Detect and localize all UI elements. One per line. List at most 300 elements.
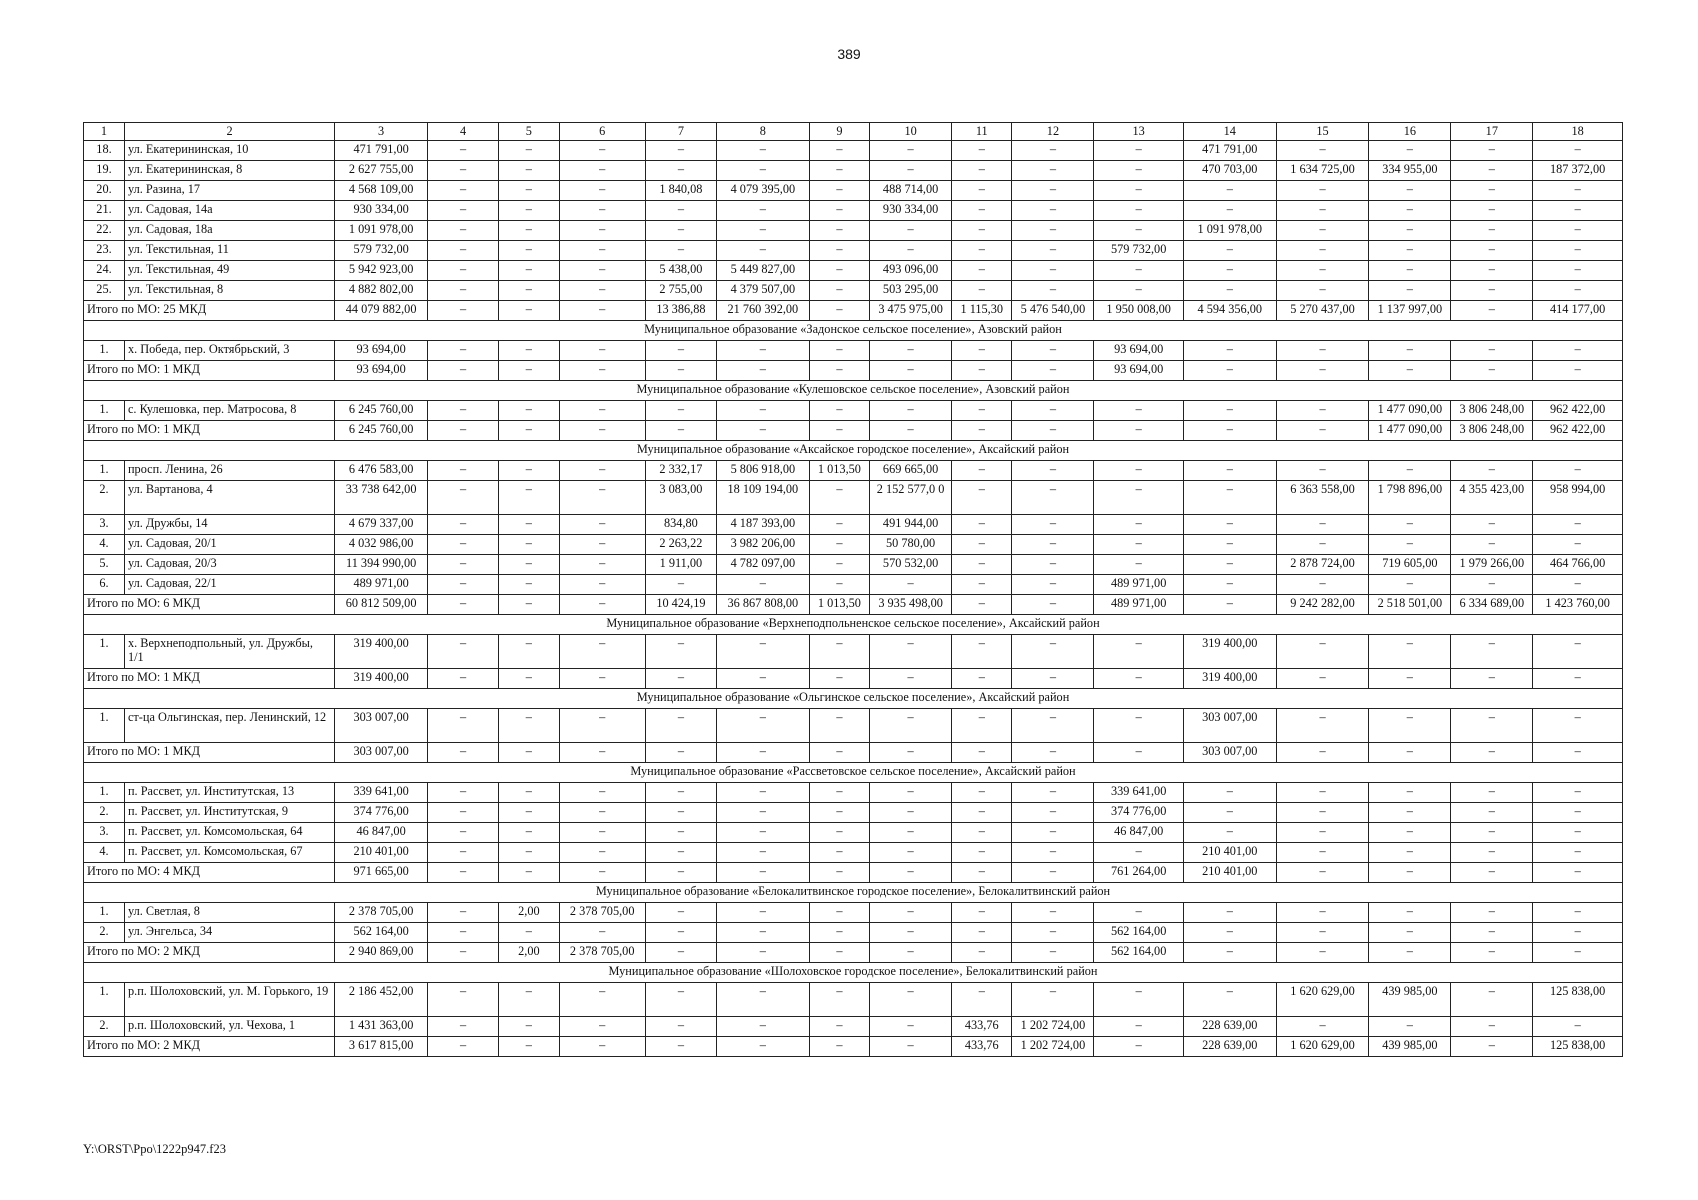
address-cell: ул. Екатерининская, 10 [124,141,334,161]
table-cell: – [870,923,952,943]
address-cell: п. Рассвет, ул. Институтская, 9 [124,803,334,823]
table-cell: – [1094,669,1184,689]
table-row [84,181,1623,201]
table-cell: – [1451,161,1533,181]
table-cell: – [1012,221,1094,241]
table-cell: – [717,421,810,441]
table-cell: – [952,481,1012,515]
table-cell: 1 115,30 [952,301,1012,321]
table-cell: – [645,201,716,221]
table-cell: – [1451,669,1533,689]
table-cell: – [1094,461,1184,481]
table-cell: 2 152 577,0 0 [870,481,952,515]
table-cell: 2 940 869,00 [335,943,428,963]
table-cell: 13 386,88 [645,301,716,321]
table-cell: – [1533,361,1623,381]
table-cell: – [1183,803,1276,823]
table-cell: – [1094,161,1184,181]
table-cell: 2 378 705,00 [559,943,645,963]
table-cell: – [1276,669,1369,689]
header-row [84,123,1623,141]
table-cell: – [559,241,645,261]
table-cell: – [1094,281,1184,301]
total-label: Итого по МО: 2 МКД [84,943,335,963]
table-cell: – [1094,535,1184,555]
row-number: 2. [84,481,125,515]
table-cell: 44 079 882,00 [335,301,428,321]
table-cell: – [499,281,559,301]
table-cell: – [645,783,716,803]
table-cell: 93 694,00 [335,341,428,361]
table-cell: – [1094,201,1184,221]
table-row [84,261,1623,281]
column-header: 6 [559,123,645,141]
table-cell: – [1276,943,1369,963]
table-cell: – [559,1017,645,1037]
table-cell: – [1183,241,1276,261]
table-cell: – [1533,201,1623,221]
table-cell: 761 264,00 [1094,863,1184,883]
table-cell: 10 424,19 [645,595,716,615]
table-cell: – [645,401,716,421]
table-cell: 303 007,00 [335,743,428,763]
table-cell: 319 400,00 [1183,635,1276,669]
table-cell: – [499,863,559,883]
total-label: Итого по МО: 1 МКД [84,743,335,763]
table-cell: – [1094,261,1184,281]
table-cell: – [809,161,869,181]
table-cell: – [1533,783,1623,803]
table-row [84,983,1623,1017]
table-row [84,709,1623,743]
table-cell: 6 363 558,00 [1276,481,1369,515]
section-row [84,321,1623,341]
section-row [84,441,1623,461]
column-header: 4 [428,123,499,141]
table-cell: – [1276,201,1369,221]
row-number: 2. [84,1017,125,1037]
table-cell: – [809,481,869,515]
table-cell: – [499,783,559,803]
total-row [84,595,1623,615]
table-cell: – [1451,575,1533,595]
address-cell: р.п. Шолоховский, ул. Чехова, 1 [124,1017,334,1037]
table-cell: – [428,669,499,689]
section-title: Муниципальное образование «Рассветовское сельское поселение», Аксайский район [84,763,1623,783]
address-cell: просп. Ленина, 26 [124,461,334,481]
total-row [84,301,1623,321]
table-cell: – [717,241,810,261]
section-row [84,615,1623,635]
address-cell: п. Рассвет, ул. Институтская, 13 [124,783,334,803]
table-cell: 579 732,00 [1094,241,1184,261]
table-cell: – [1451,1017,1533,1037]
row-number: 25. [84,281,125,301]
table-cell: – [1451,903,1533,923]
table-cell: – [1094,843,1184,863]
table-cell: – [499,843,559,863]
table-cell: – [559,535,645,555]
table-cell: 433,76 [952,1037,1012,1057]
table-cell: 4 187 393,00 [717,515,810,535]
table-cell: – [952,221,1012,241]
table-cell: – [559,461,645,481]
table-cell: 1 620 629,00 [1276,983,1369,1017]
table-cell: – [499,241,559,261]
table-cell: – [428,709,499,743]
table-cell: – [559,141,645,161]
table-cell: – [1533,461,1623,481]
table-cell: – [559,863,645,883]
table-cell: – [1094,983,1184,1017]
row-number: 1. [84,401,125,421]
table-row [84,201,1623,221]
table-cell: – [499,709,559,743]
table-cell: – [1094,515,1184,535]
table-cell: 33 738 642,00 [335,481,428,515]
table-cell: – [559,341,645,361]
row-number: 1. [84,783,125,803]
table-cell: – [1369,783,1451,803]
table-cell: 470 703,00 [1183,161,1276,181]
table-cell: – [870,221,952,241]
table-cell: – [1369,535,1451,555]
table-cell: – [499,141,559,161]
table-cell: – [1533,181,1623,201]
table-cell: 3 475 975,00 [870,301,952,321]
table-cell: – [559,161,645,181]
table-row [84,843,1623,863]
table-cell: 334 955,00 [1369,161,1451,181]
table-cell: – [428,361,499,381]
table-cell: 962 422,00 [1533,401,1623,421]
table-cell: – [1094,401,1184,421]
table-cell: – [952,555,1012,575]
table-cell: – [1533,141,1623,161]
table-cell: – [428,461,499,481]
table-cell: – [499,575,559,595]
table-cell: – [870,863,952,883]
table-cell: – [559,261,645,281]
table-cell: – [559,181,645,201]
table-cell: – [428,221,499,241]
table-cell: – [1183,575,1276,595]
table-cell: – [1533,923,1623,943]
table-cell: – [1451,783,1533,803]
table-cell: – [1012,863,1094,883]
table-cell: – [717,943,810,963]
table-cell: – [1183,261,1276,281]
table-cell: – [809,421,869,441]
table-cell: – [1451,823,1533,843]
address-cell: ул. Садовая, 14а [124,201,334,221]
table-row [84,141,1623,161]
table-cell: – [952,903,1012,923]
table-cell: – [499,301,559,321]
column-header: 12 [1012,123,1094,141]
column-header: 3 [335,123,428,141]
table-cell: 1 423 760,00 [1533,595,1623,615]
table-cell: 489 971,00 [1094,575,1184,595]
table-cell: – [499,181,559,201]
table-cell: 5 449 827,00 [717,261,810,281]
table-cell: – [1451,361,1533,381]
table-cell: – [870,341,952,361]
table-cell: – [645,635,716,669]
address-cell: ул. Текстильная, 49 [124,261,334,281]
table-cell: – [1276,281,1369,301]
row-number: 24. [84,261,125,281]
table-cell: – [1012,743,1094,763]
table-cell: – [1183,903,1276,923]
table-row [84,635,1623,669]
table-cell: – [428,863,499,883]
address-cell: ул. Разина, 17 [124,181,334,201]
table-cell: 4 594 356,00 [1183,301,1276,321]
table-cell: 1 202 724,00 [1012,1037,1094,1057]
table-cell: – [1369,823,1451,843]
table-cell: – [499,261,559,281]
table-cell: – [717,843,810,863]
table-cell: 5 806 918,00 [717,461,810,481]
address-cell: п. Рассвет, ул. Комсомольская, 64 [124,823,334,843]
table-cell: – [952,923,1012,943]
row-number: 4. [84,535,125,555]
table-cell: – [952,515,1012,535]
total-row [84,669,1623,689]
table-cell: – [499,401,559,421]
column-header: 11 [952,123,1012,141]
table-cell: 2 186 452,00 [335,983,428,1017]
table-row [84,221,1623,241]
table-cell: – [1094,181,1184,201]
table-cell: 464 766,00 [1533,555,1623,575]
table-cell: 18 109 194,00 [717,481,810,515]
address-cell: ул. Садовая, 20/3 [124,555,334,575]
table-cell: – [809,341,869,361]
table-row [84,241,1623,261]
table-cell: – [952,535,1012,555]
table-cell: – [645,743,716,763]
table-cell: – [952,669,1012,689]
table-cell: – [428,943,499,963]
table-cell: – [645,575,716,595]
table-cell: – [1451,181,1533,201]
table-cell: 93 694,00 [335,361,428,381]
table-cell: – [428,823,499,843]
table-cell: – [1533,221,1623,241]
table-cell: – [809,261,869,281]
table-cell: – [870,421,952,441]
table-cell: – [952,461,1012,481]
table-cell: – [1451,923,1533,943]
table-cell: 3 982 206,00 [717,535,810,555]
table-cell: – [809,943,869,963]
table-cell: – [1012,943,1094,963]
total-label: Итого по МО: 1 МКД [84,421,335,441]
table-row [84,803,1623,823]
table-cell: 319 400,00 [335,669,428,689]
section-row [84,763,1623,783]
table-cell: 374 776,00 [1094,803,1184,823]
table-cell: – [870,361,952,381]
table-cell: – [1094,1037,1184,1057]
table-cell: – [717,341,810,361]
table-cell: – [1276,823,1369,843]
table-cell: – [428,241,499,261]
table-cell: – [428,301,499,321]
table-cell: – [499,923,559,943]
table-cell: – [428,595,499,615]
table-cell: 2 755,00 [645,281,716,301]
table-cell: 2 378 705,00 [335,903,428,923]
table-cell: – [1369,241,1451,261]
address-cell: ул. Садовая, 18а [124,221,334,241]
table-cell: – [952,983,1012,1017]
section-title: Муниципальное образование «Белокалитвинское городское поселение», Белокалитвинский район [84,883,1623,903]
table-cell: – [1276,421,1369,441]
table-cell: – [559,669,645,689]
table-cell: 6 476 583,00 [335,461,428,481]
table-cell: – [952,575,1012,595]
table-row [84,515,1623,535]
table-cell: – [428,281,499,301]
table-cell: 1 091 978,00 [1183,221,1276,241]
table-cell: – [1369,803,1451,823]
table-row [84,1017,1623,1037]
table-cell: – [809,301,869,321]
table-cell: – [559,595,645,615]
table-cell: – [559,709,645,743]
table-cell: – [1012,241,1094,261]
table-cell: – [809,1017,869,1037]
table-cell: 9 242 282,00 [1276,595,1369,615]
table-row [84,281,1623,301]
table-cell: – [428,535,499,555]
total-label: Итого по МО: 2 МКД [84,1037,335,1057]
table-cell: – [645,221,716,241]
table-cell: – [1012,421,1094,441]
table-cell: – [809,635,869,669]
address-cell: р.п. Шолоховский, ул. М. Горького, 19 [124,983,334,1017]
table-cell: – [645,241,716,261]
table-cell: – [809,401,869,421]
row-number: 1. [84,983,125,1017]
table-cell: – [499,1037,559,1057]
table-cell: – [1451,241,1533,261]
table-cell: – [952,161,1012,181]
row-number: 1. [84,635,125,669]
table-cell: – [1183,281,1276,301]
table-cell: – [499,461,559,481]
table-cell: – [428,161,499,181]
table-cell: – [1012,401,1094,421]
table-cell: – [428,1037,499,1057]
table-cell: – [809,281,869,301]
table-cell: – [559,923,645,943]
address-cell: ул. Екатерининская, 8 [124,161,334,181]
table-cell: – [499,481,559,515]
table-cell: – [645,1017,716,1037]
table-cell: – [1094,743,1184,763]
table-cell: 303 007,00 [335,709,428,743]
address-cell: п. Рассвет, ул. Комсомольская, 67 [124,843,334,863]
table-cell: – [1183,461,1276,481]
table-cell: – [952,401,1012,421]
table-cell: – [1183,555,1276,575]
row-number: 22. [84,221,125,241]
table-cell: 719 605,00 [1369,555,1451,575]
table-cell: – [809,903,869,923]
table-cell: 3 806 248,00 [1451,421,1533,441]
total-row [84,743,1623,763]
table-cell: – [428,843,499,863]
table-cell: – [1276,709,1369,743]
table-cell: – [717,401,810,421]
table-cell: – [1533,863,1623,883]
table-cell: – [717,983,810,1017]
table-cell: – [559,843,645,863]
table-cell: – [1276,635,1369,669]
table-cell: – [717,669,810,689]
table-cell: – [809,535,869,555]
table-cell: 339 641,00 [335,783,428,803]
column-header: 10 [870,123,952,141]
table-cell: – [645,923,716,943]
table-cell: – [1183,595,1276,615]
table-cell: – [717,783,810,803]
table-cell: – [1533,803,1623,823]
file-path-footer: Y:\ORST\Ppo\1222p947.f23 [83,1142,226,1156]
table-cell: – [870,743,952,763]
row-number: 2. [84,923,125,943]
table-cell: – [645,843,716,863]
table-cell: – [1533,635,1623,669]
table-cell: – [1012,903,1094,923]
table-cell: 3 083,00 [645,481,716,515]
table-cell: – [1533,515,1623,535]
table-cell: – [1012,823,1094,843]
table-cell: – [1183,361,1276,381]
row-number: 20. [84,181,125,201]
table-cell: – [1012,261,1094,281]
table-cell: – [1012,535,1094,555]
table-cell: – [1369,281,1451,301]
row-number: 6. [84,575,125,595]
table-cell: – [1183,481,1276,515]
table-cell: 1 477 090,00 [1369,421,1451,441]
table-cell: – [1369,575,1451,595]
table-cell: – [1533,843,1623,863]
table-cell: 439 985,00 [1369,983,1451,1017]
table-cell: – [717,1037,810,1057]
table-cell: – [1183,783,1276,803]
table-cell: – [428,201,499,221]
address-cell: ул. Садовая, 20/1 [124,535,334,555]
table-cell: 1 013,50 [809,595,869,615]
table-cell: – [1276,535,1369,555]
table-cell: 1 202 724,00 [1012,1017,1094,1037]
table-cell: – [809,709,869,743]
table-cell: – [870,575,952,595]
table-cell: 439 985,00 [1369,1037,1451,1057]
table-cell: – [559,421,645,441]
table-row [84,823,1623,843]
section-title: Муниципальное образование «Ольгинское сельское поселение», Аксайский район [84,689,1623,709]
table-cell: – [645,983,716,1017]
table-cell: – [717,709,810,743]
row-number: 1. [84,709,125,743]
